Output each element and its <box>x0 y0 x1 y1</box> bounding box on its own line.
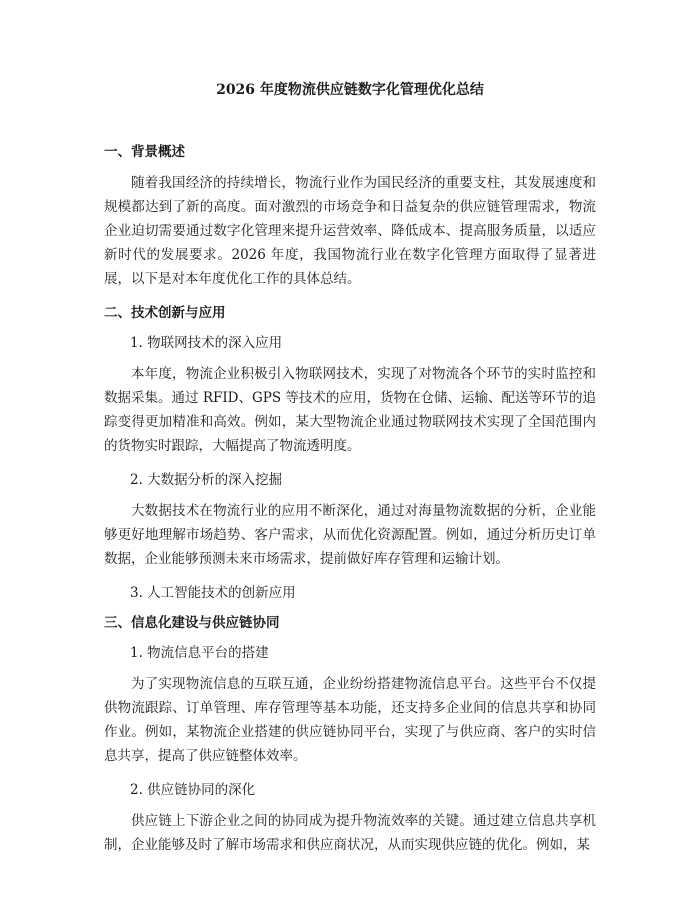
section-heading: 二、技术创新与应用 <box>104 305 226 321</box>
subsection-paragraph: 为了实现物流信息的互联互通，企业纷纷搭建物流信息平台。这些平台不仅提供物流跟踪、订单管理、库存管理等基本功能，还支持多企业间的信息共享和协同作业。例如，某物流企业搭建的供应链协同平台，实现了与供应商、客户的实时信息共享，提高了供应链整体效率。 <box>104 676 596 764</box>
section-background <box>104 141 596 291</box>
section-heading: 三、信息化建设与供应链协同 <box>104 615 280 631</box>
document-body <box>104 141 596 868</box>
subsection-title: 2. 供应链协同的深化 <box>130 782 256 798</box>
subsection-title: 1. 物流信息平台的搭建 <box>130 645 269 661</box>
subsection-title: 1. 物联网技术的深入应用 <box>130 335 283 351</box>
section-heading: 一、背景概述 <box>104 144 185 160</box>
section-informatization <box>104 612 596 857</box>
subsection-paragraph: 大数据技术在物流行业的应用不断深化，通过对海量物流数据的分析，企业能够更好地理解市场趋势、客户需求，从而优化资源配置。例如，通过分析历史订单数据，企业能够预测未来市场需求，提前做好库存管理和运输计划。 <box>104 503 596 567</box>
subsection-paragraph: 本年度，物流企业积极引入物联网技术，实现了对物流各个环节的实时监控和数据采集。通过 RFID、GPS 等技术的应用，货物在仓储、运输、配送等环节的追踪变得更加精准和高效。例如，某大型物流企业通过物联网技术实现了全国范围内的货物实时跟踪，大幅提高了物流透明度。 <box>104 366 596 454</box>
document-title: 2026 年度物流供应链数字化管理优化总结 <box>216 82 484 98</box>
subsection-paragraph: 供应链上下游企业之间的协同成为提升物流效率的关键。通过建立信息共享机制，企业能够及时了解市场需求和供应商状况，从而实现供应链的优化。例如，某 <box>104 813 596 853</box>
section-paragraph: 随着我国经济的持续增长，物流行业作为国民经济的重要支柱，其发展速度和规模都达到了新的高度。面对激烈的市场竞争和日益复杂的供应链管理需求，物流企业迫切需要通过数字化管理来提升运营效率、降低成本、提高服务质量，以适应新时代的发展要求。2026 年度，我国物流行业在数字化管理方面取得了显著进展，以下是对本年度优化工作的具体总结。 <box>104 175 596 287</box>
subsection-title: 2. 大数据分析的深入挖掘 <box>130 472 283 488</box>
subsection-title: 3. 人工智能技术的创新应用 <box>130 585 296 601</box>
section-tech-innovation <box>104 302 596 604</box>
